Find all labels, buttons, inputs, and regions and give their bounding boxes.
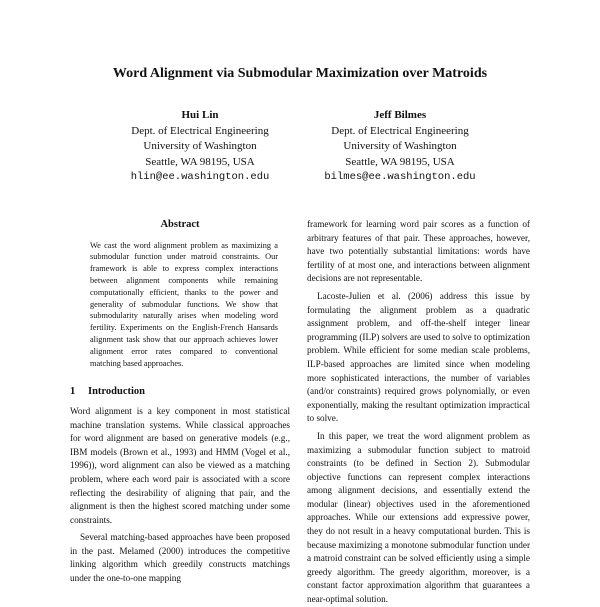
author-name: Jeff Bilmes — [373, 109, 427, 121]
right-column — [307, 218, 530, 607]
abstract-text: We cast the word alignment problem as maximizing a submodular function under matroid constraints. Our framework is able to express complex interactions between alignment components while remaining computationally efficient, thanks to the power and generality of submodular functions. We show that submodularity naturally arises when modeling word fertility. Experiments on the English-French Hansards alignment task show that our approach achieves lower alignment error rates compared to conventional matching based approaches. — [90, 240, 278, 368]
author-block-2 — [300, 108, 500, 186]
body-paragraph-2: Lacoste-Julien et al. (2006) address this issue by formulating the alignment problem as a quadratic assignment problem, and off-the-shelf integer linear programming (ILP) solvers are used to solve to optimization problem. While efficient for some median scale problems, ILP-based approaches are limited since when modeling more sophisticated interactions, the number of variables (and/or constraints) required grows polynomially, or even exponentially, making the resultant optimization impractical to solve. — [307, 290, 530, 424]
section-number: 1 — [70, 386, 76, 398]
abstract-heading: Abstract — [160, 219, 200, 230]
body-paragraph-1: framework for learning word pair scores as a function of arbitrary features of that pair. These approaches, however, have two potentially substantial limitations: words have fertility of at most one, and interactions between alignment decisions are not representable. — [307, 219, 530, 284]
section-heading — [70, 385, 290, 399]
left-column — [70, 218, 290, 586]
author-city: Seattle, WA 98195, USA — [345, 155, 455, 168]
intro-paragraph-2: Several matching-based approaches have been proposed in the past. Melamed (2000) introduces the competitive linking algorithm which greedily constructs matchings under the one-to-one mapping — [70, 532, 290, 584]
author-dept: Dept. of Electrical Engineering — [131, 124, 269, 137]
intro-paragraph-1: Word alignment is a key component in most statistical machine translation systems. While classical approaches for word alignment are based on generative models (e.g., IBM models (Brown et al., 1993) and HMM (Vogel et al., 1996)), word alignment can also be viewed as a matching problem, where each word pair is associated with a score reflecting the desirability of aligning that pair, and the alignment is then the highest scored matching under some constraints. — [70, 405, 290, 525]
author-dept: Dept. of Electrical Engineering — [331, 124, 469, 137]
author-name: Hui Lin — [181, 109, 219, 121]
paper-title: Word Alignment via Submodular Maximization over Matroids — [112, 66, 488, 81]
section-title: Introduction — [88, 386, 145, 398]
author-city: Seattle, WA 98195, USA — [145, 155, 255, 168]
author-university: University of Washington — [143, 140, 257, 152]
author-email: hlin@ee.washington.edu — [130, 171, 270, 183]
author-university: University of Washington — [343, 140, 457, 152]
author-block-1 — [100, 108, 300, 186]
body-paragraph-3: In this paper, we treat the word alignment problem as maximizing a submodular function subject to matroid constraints (to be defined in Section 2). Submodular objective functions can represent complex interactions among alignment decisions, and essentially extend the modular (linear) objectives used in the aforementioned approaches. While our extensions add expressive power, they do not result in a heavy computational burden. This is because maximizing a monotone submodular function under a matroid constraint can be solved efficiently using a simple greedy algorithm. The greedy algorithm, moreover, is a constant factor approximation algorithm that guarantees a near-optimal solution. — [307, 430, 530, 605]
author-email: bilmes@ee.washington.edu — [324, 171, 476, 183]
